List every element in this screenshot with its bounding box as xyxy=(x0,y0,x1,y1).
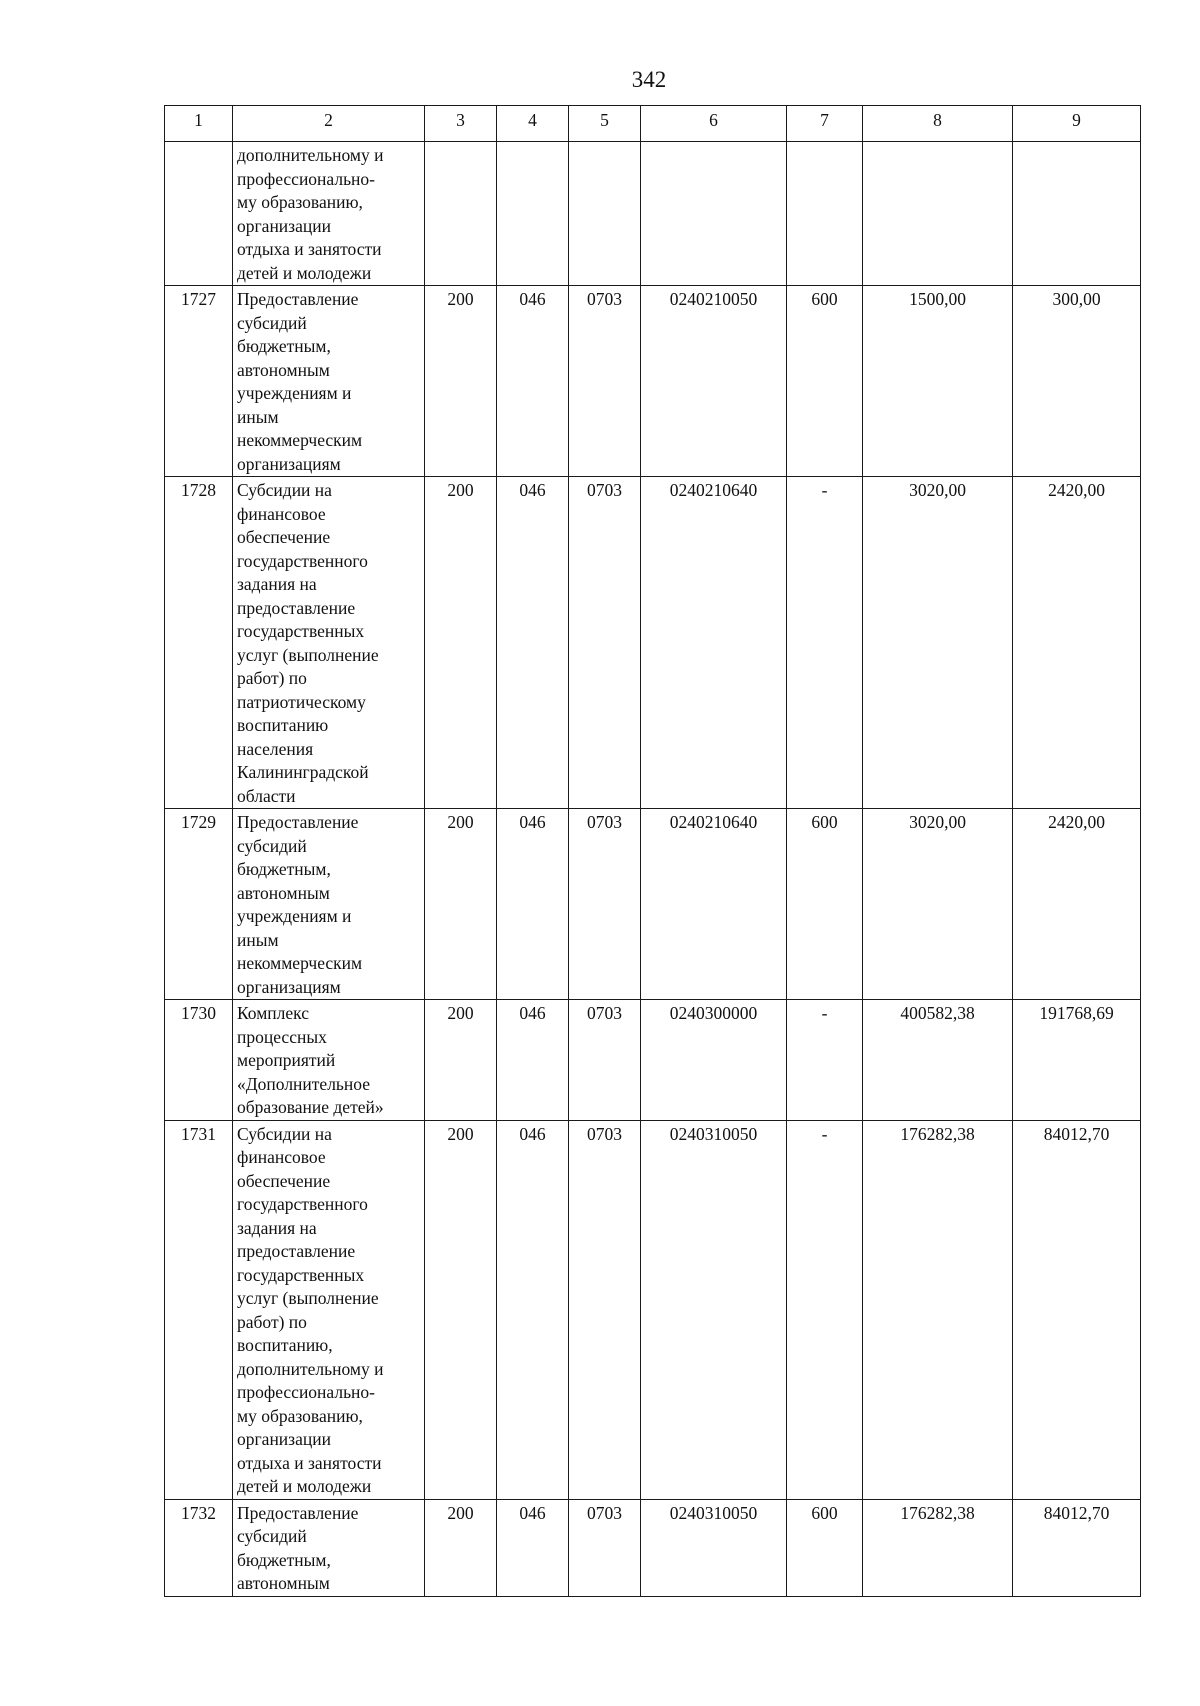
item-name-line: населения xyxy=(237,738,314,759)
table-body xyxy=(165,142,1141,1597)
item-name-line: Субсидии на xyxy=(237,480,332,500)
expense-type-cell xyxy=(787,142,863,286)
amount-cell-col8 xyxy=(863,142,1013,286)
expense-type-cell: - xyxy=(787,1120,863,1499)
amount-cell-col8: 176282,38 xyxy=(863,1499,1013,1596)
column-header-3: 3 xyxy=(425,106,497,142)
item-name-line: Комплекс xyxy=(237,1003,309,1023)
code-cell-col3: 200 xyxy=(425,1499,497,1596)
amount-cell-col9: 84012,70 xyxy=(1013,1120,1141,1499)
code-cell-col4: 046 xyxy=(497,1000,569,1121)
item-name-cell xyxy=(233,286,425,477)
item-name-line: организации xyxy=(237,1429,331,1449)
item-name-line: государственных xyxy=(237,621,365,641)
table-row xyxy=(165,1000,1141,1121)
code-cell-col3 xyxy=(425,142,497,286)
item-name-cell xyxy=(233,477,425,809)
item-name-line: задания на xyxy=(237,1217,317,1238)
row-number-cell: 1728 xyxy=(165,477,233,809)
expense-type-cell: - xyxy=(787,477,863,809)
code-cell-col4: 046 xyxy=(497,809,569,1000)
code-cell-col4: 046 xyxy=(497,286,569,477)
item-name-line: государственных xyxy=(237,1264,365,1285)
code-cell-col5: 0703 xyxy=(569,1000,641,1121)
item-name-line: учреждениям и xyxy=(237,383,352,403)
expense-type-cell: - xyxy=(787,1000,863,1121)
expense-type-cell: 600 xyxy=(787,286,863,477)
amount-cell-col9: 84012,70 xyxy=(1013,1499,1141,1596)
item-name-line: дополнительному и xyxy=(237,1358,384,1379)
item-name-line: му образованию, xyxy=(237,192,363,212)
item-name-line: детей и молодежи xyxy=(237,262,372,283)
page-number: 342 xyxy=(631,67,667,92)
amount-cell-col9: 191768,69 xyxy=(1013,1000,1141,1121)
item-name-line: некоммерческим xyxy=(237,953,363,973)
target-article-cell: 0240310050 xyxy=(641,1499,787,1596)
amount-cell-col8: 3020,00 xyxy=(863,477,1013,809)
row-number-cell xyxy=(165,142,233,286)
table-row xyxy=(165,1499,1141,1596)
item-name-line: услуг (выполнение xyxy=(237,644,379,665)
row-number-cell: 1729 xyxy=(165,809,233,1000)
code-cell-col3: 200 xyxy=(425,1120,497,1499)
table-row xyxy=(165,809,1141,1000)
item-name-line: учреждениям и xyxy=(237,906,352,926)
item-name-line: субсидий xyxy=(237,312,307,333)
row-number-cell: 1732 xyxy=(165,1499,233,1596)
table-row xyxy=(165,142,1141,286)
code-cell-col3: 200 xyxy=(425,477,497,809)
item-name-line: детей и молодежи xyxy=(237,1476,372,1496)
item-name-line: иным xyxy=(237,929,279,950)
item-name-line: образование детей» xyxy=(237,1097,384,1117)
column-header-8: 8 xyxy=(863,106,1013,142)
item-name-line: обеспечение xyxy=(237,1170,331,1191)
item-name-line: субсидий xyxy=(237,1526,307,1546)
item-name-line: обеспечение xyxy=(237,527,331,547)
item-name-line: бюджетным, xyxy=(237,1549,331,1570)
item-name-line: воспитанию xyxy=(237,715,329,735)
item-name-line: бюджетным, xyxy=(237,336,331,356)
item-name-line: некоммерческим xyxy=(237,430,363,450)
column-header-6: 6 xyxy=(641,106,787,142)
table-header-row xyxy=(165,106,1141,142)
target-article-cell: 0240310050 xyxy=(641,1120,787,1499)
code-cell-col3: 200 xyxy=(425,809,497,1000)
item-name-cell xyxy=(233,809,425,1000)
code-cell-col3: 200 xyxy=(425,286,497,477)
item-name-line: организациям xyxy=(237,453,341,474)
item-name-line: Предоставление xyxy=(237,289,359,309)
item-name-line: Предоставление xyxy=(237,812,359,832)
item-name-line: работ) по xyxy=(237,1311,307,1332)
item-name-cell xyxy=(233,1499,425,1596)
column-header-9: 9 xyxy=(1013,106,1141,142)
item-name-line: услуг (выполнение xyxy=(237,1288,379,1308)
amount-cell-col8: 1500,00 xyxy=(863,286,1013,477)
item-name-line: «Дополнительное xyxy=(237,1073,371,1094)
code-cell-col5: 0703 xyxy=(569,1120,641,1499)
item-name-line: области xyxy=(237,785,296,806)
item-name-cell xyxy=(233,1120,425,1499)
amount-cell-col8: 3020,00 xyxy=(863,809,1013,1000)
target-article-cell: 0240210640 xyxy=(641,809,787,1000)
item-name-line: государственного xyxy=(237,550,368,571)
item-name-line: бюджетным, xyxy=(237,859,331,879)
item-name-line: автономным xyxy=(237,882,330,903)
item-name-line: предоставление xyxy=(237,1241,356,1261)
item-name-line: профессионально- xyxy=(237,168,376,189)
item-name-line: мероприятий xyxy=(237,1050,336,1070)
row-number-cell: 1727 xyxy=(165,286,233,477)
column-header-5: 5 xyxy=(569,106,641,142)
column-header-2: 2 xyxy=(233,106,425,142)
amount-cell-col9 xyxy=(1013,142,1141,286)
item-name-line: Калининградской xyxy=(237,762,369,782)
item-name-line: отдыха и занятости xyxy=(237,239,382,259)
target-article-cell: 0240210640 xyxy=(641,477,787,809)
code-cell-col4: 046 xyxy=(497,477,569,809)
code-cell-col5: 0703 xyxy=(569,809,641,1000)
amount-cell-col8: 176282,38 xyxy=(863,1120,1013,1499)
item-name-line: финансовое xyxy=(237,503,326,524)
budget-table xyxy=(164,105,1141,1597)
item-name-line: профессионально- xyxy=(237,1382,376,1402)
item-name-cell xyxy=(233,1000,425,1121)
item-name-line: предоставление xyxy=(237,597,356,618)
item-name-line: автономным xyxy=(237,359,330,380)
item-name-line: дополнительному и xyxy=(237,145,384,165)
code-cell-col4 xyxy=(497,142,569,286)
code-cell-col5: 0703 xyxy=(569,1499,641,1596)
amount-cell-col9: 2420,00 xyxy=(1013,809,1141,1000)
item-name-line: процессных xyxy=(237,1026,327,1047)
code-cell-col4: 046 xyxy=(497,1120,569,1499)
item-name-line: Предоставление xyxy=(237,1502,359,1523)
code-cell-col5 xyxy=(569,142,641,286)
item-name-line: задания на xyxy=(237,574,317,594)
table-row xyxy=(165,1120,1141,1499)
item-name-line: патриотическому xyxy=(237,691,366,712)
item-name-line: организациям xyxy=(237,976,341,997)
item-name-line: иным xyxy=(237,406,279,427)
table-row xyxy=(165,477,1141,809)
column-header-1: 1 xyxy=(165,106,233,142)
item-name-line: работ) по xyxy=(237,668,307,688)
code-cell-col5: 0703 xyxy=(569,477,641,809)
expense-type-cell: 600 xyxy=(787,1499,863,1596)
table-row xyxy=(165,286,1141,477)
item-name-line: государственного xyxy=(237,1194,368,1214)
item-name-line: му образованию, xyxy=(237,1405,363,1426)
target-article-cell: 0240210050 xyxy=(641,286,787,477)
code-cell-col4: 046 xyxy=(497,1499,569,1596)
code-cell-col3: 200 xyxy=(425,1000,497,1121)
item-name-line: отдыха и занятости xyxy=(237,1452,382,1473)
item-name-line: Субсидии на xyxy=(237,1123,332,1144)
column-header-4: 4 xyxy=(497,106,569,142)
item-name-line: субсидий xyxy=(237,835,307,856)
amount-cell-col8: 400582,38 xyxy=(863,1000,1013,1121)
item-name-cell xyxy=(233,142,425,286)
column-header-7: 7 xyxy=(787,106,863,142)
expense-type-cell: 600 xyxy=(787,809,863,1000)
amount-cell-col9: 300,00 xyxy=(1013,286,1141,477)
code-cell-col5: 0703 xyxy=(569,286,641,477)
item-name-line: организации xyxy=(237,215,331,236)
item-name-line: автономным xyxy=(237,1573,330,1593)
item-name-line: финансовое xyxy=(237,1147,326,1167)
target-article-cell xyxy=(641,142,787,286)
item-name-line: воспитанию, xyxy=(237,1335,333,1355)
row-number-cell: 1730 xyxy=(165,1000,233,1121)
row-number-cell: 1731 xyxy=(165,1120,233,1499)
target-article-cell: 0240300000 xyxy=(641,1000,787,1121)
amount-cell-col9: 2420,00 xyxy=(1013,477,1141,809)
